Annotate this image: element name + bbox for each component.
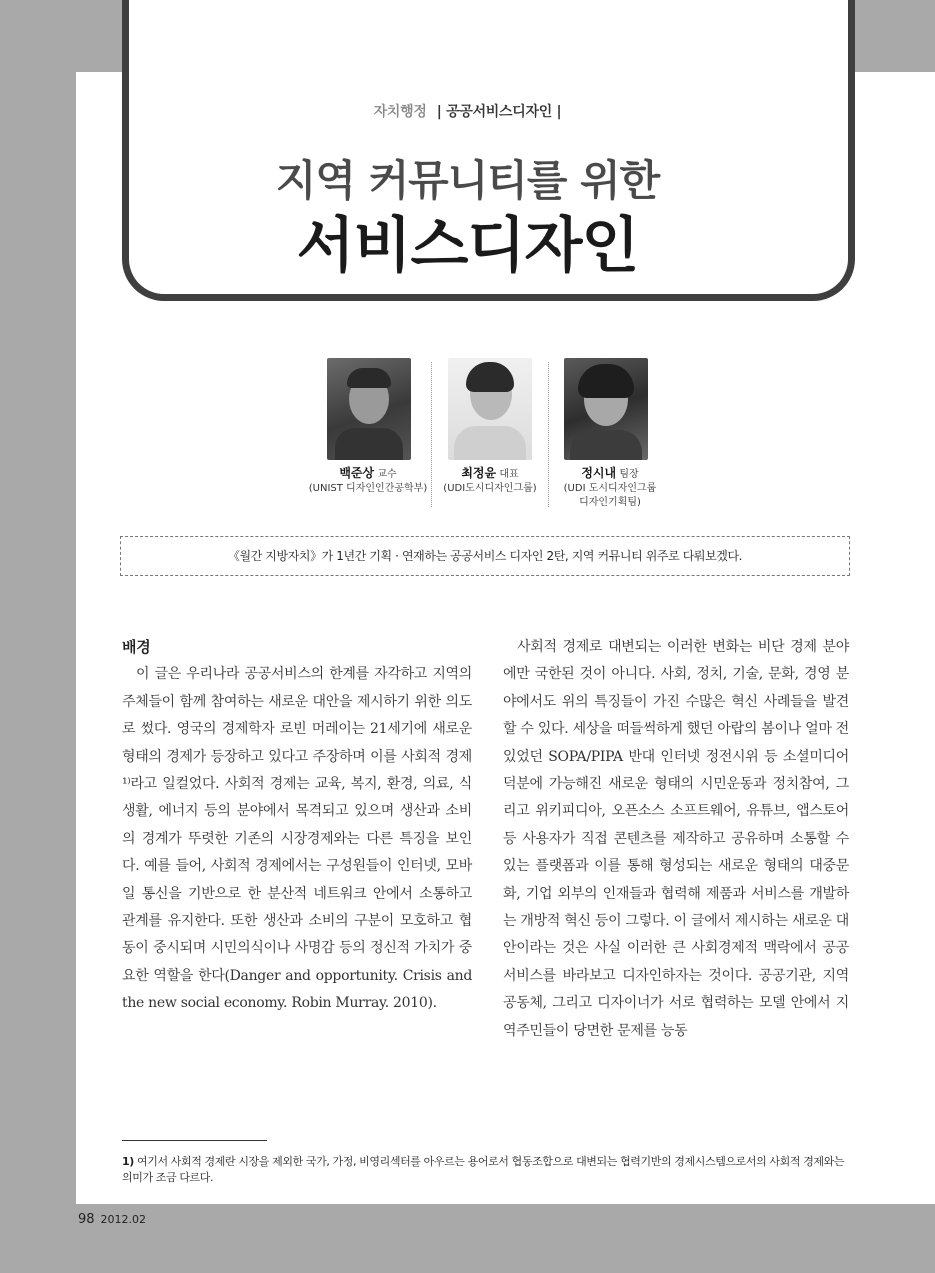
author-affiliation: (UDI 도시디자인그룹 [563, 483, 657, 494]
author-role: 팀장 [619, 469, 639, 480]
author-affiliation-line-2: 디자인기획팀) [579, 497, 641, 508]
page-number: 98 [78, 1212, 95, 1227]
section-label [0, 101, 935, 121]
footnote-rule [122, 1140, 267, 1141]
title-line-1: 지역 커뮤니티를 위한 [275, 156, 660, 205]
series-notice: 《월간 지방자치》가 1년간 기획 · 연재하는 공공서비스 디자인 2탄, 지역 커뮤니티 위주로 다뤄보겠다. [120, 536, 850, 576]
footnote-number: 1) [122, 1155, 134, 1168]
author-affiliation: (UNIST 디자인인간공학부) [308, 483, 428, 494]
author-photo-2 [448, 358, 532, 460]
author-photo-1 [327, 358, 411, 460]
paragraph: 이 글은 우리나라 공공서비스의 한계를 자각하고 지역의 주체들이 함께 참여하는 새로운 대안을 제시하기 위한 의도로 썼다. 영국의 경제학자 로빈 머레이는 21세기에 새로운 형태의 경제가 등장하고 있다고 주장하며 이를 사회적 경제¹⁾라고 일컬었다. 사회적 경제는 교육, 복지, 환경, 의료, 식생활, 에너지 등의 분야에서 목격되고 있으며 생산과 소비의 경계가 뚜렷한 기존의 시장경제와는 다른 특징을 보인다. 예를 들어, 사회적 경제에서는 구성원들이 인터넷, 모바일 통신을 기반으로 한 분산적 네트워크 안에서 소통하고 관계를 유지한다. 또한 생산과 소비의 구분이 모호하고 협동이 중시되며 시민의식이나 사명감 등의 정신적 가치가 중요한 역할을 한다(Danger and opportunity. Crisis and the new social economy. Robin Murray. 2010). [122, 666, 472, 1012]
author-caption-2 [432, 466, 548, 496]
section-heading: 배경 [122, 638, 151, 656]
author-name: 정시내 [581, 466, 617, 480]
page-footer [78, 1212, 146, 1227]
author-photo-3 [564, 358, 648, 460]
footnote [122, 1154, 850, 1186]
paragraph: 사회적 경제로 대변되는 이러한 변화는 비단 경제 분야에만 국한된 것이 아니다. 사회, 정치, 기술, 문화, 경영 분야에서도 위의 특징들이 가진 수많은 혁신 사례들을 발견할 수 있다. 세상을 떠들썩하게 했던 아랍의 봄이나 얼마 전 있었던 SOPA/PIPA 반대 인터넷 정전시위 등 소셜미디어 덕분에 가능해진 새로운 형태의 시민운동과 정치참여, 그리고 위키피디아, 오픈소스 소프트웨어, 유튜브, 앱스토어 등 사용자가 직접 콘텐츠를 제작하고 공유하며 소통할 수 있는 플랫폼과 이를 통해 형성되는 새로운 형태의 대중문화, 기업 외부의 인재들과 협력해 제품과 서비스를 개발하는 개방적 혁신 등이 그렇다. 이 글에서 제시하는 새로운 대안이라는 것은 사실 이러한 큰 사회경제적 맥락에서 공공서비스를 바라보고 디자인하자는 것이다. 공공기관, 지역공동체, 그리고 디자이너가 서로 협력하는 모델 안에서 지역주민들이 당면한 문제를 능동 [503, 639, 849, 1039]
author-caption-1 [300, 466, 436, 496]
author-name: 최정윤 [461, 466, 497, 480]
author-divider-2 [548, 362, 549, 507]
article-column-1 [122, 634, 472, 1018]
author-affiliation: (UDI도시디자인그룹) [443, 483, 537, 494]
category-label: 자치행정 [373, 104, 427, 120]
author-role: 교수 [377, 469, 397, 480]
author-caption-3 [552, 466, 668, 510]
title-line-2: 서비스디자인 [296, 211, 639, 281]
article-column-2 [503, 634, 849, 1045]
issue-date: 2012.02 [100, 1213, 147, 1226]
series-label: | 공공서비스디자인 | [436, 104, 562, 120]
footnote-text: 여기서 사회적 경제란 시장을 제외한 국가, 가정, 비영리섹터를 아우르는 용어로서 협동조합으로 대변되는 협력기반의 경제시스템으로서의 사회적 경제와는 의미가 조금 다르다. [122, 1155, 845, 1184]
author-role: 대표 [499, 469, 519, 480]
author-name: 백준상 [339, 466, 375, 480]
